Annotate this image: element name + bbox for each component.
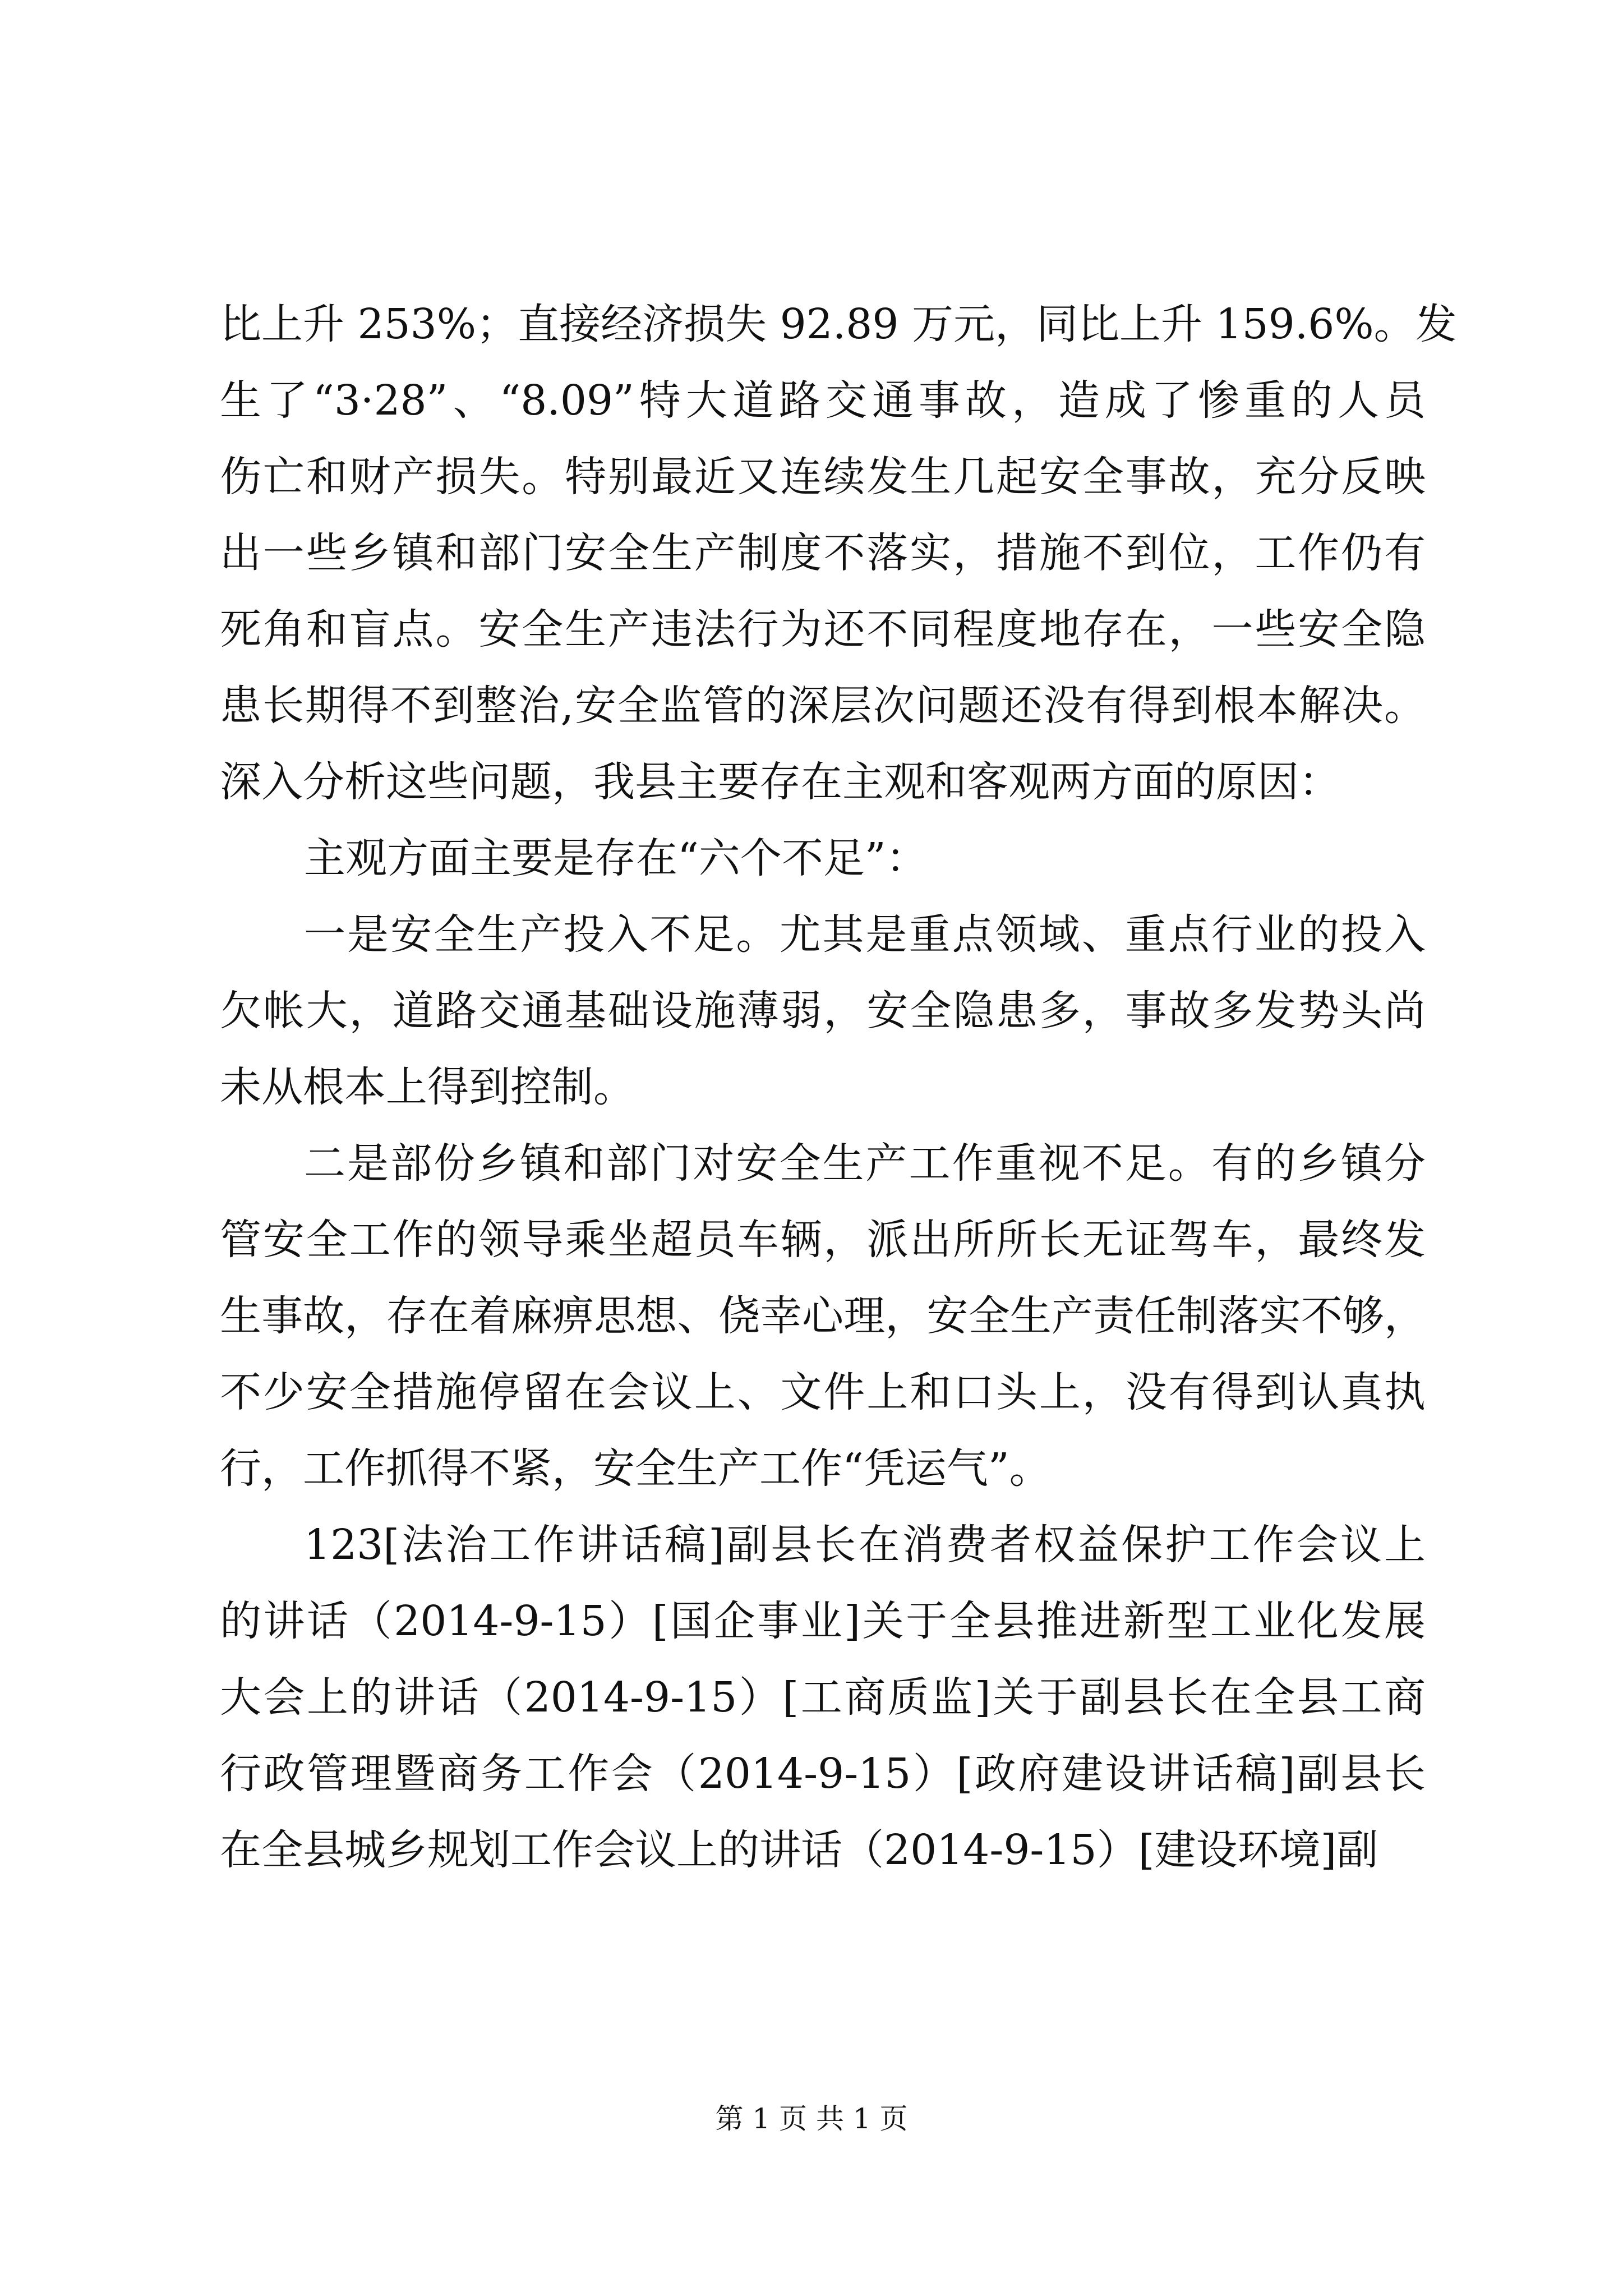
text-line: 死角和盲点。安全生产违法行为还不同程度地存在，一些安全隐	[220, 605, 1426, 654]
text-line: 行，工作抓得不紧，安全生产工作“凭运气”。	[220, 1444, 1051, 1493]
text-line: 深入分析这些问题，我县主要存在主观和客观两方面的原因：	[220, 758, 1340, 806]
text-line: 一是安全生产投入不足。尤其是重点领域、重点行业的投入	[304, 910, 1426, 959]
text-line: 行政管理暨商务工作会（2014-9-15）[政府建设讲话稿]副县长	[220, 1750, 1426, 1798]
text-line: 不少安全措施停留在会议上、文件上和口头上，没有得到认真执	[220, 1368, 1426, 1416]
document-body	[220, 286, 1457, 1888]
paragraph	[220, 1507, 1426, 1888]
page-footer: 第 1 页 共 1 页	[715, 2102, 908, 2135]
text-line: 在全县城乡规划工作会议上的讲话（2014-9-15）[建设环境]副	[220, 1826, 1378, 1874]
text-line: 管安全工作的领导乘坐超员车辆，派出所所长无证驾车，最终发	[220, 1216, 1426, 1264]
paragraph	[220, 820, 1426, 896]
paragraph	[220, 896, 1426, 1125]
paragraph	[220, 1125, 1426, 1507]
text-line: 二是部份乡镇和部门对安全生产工作重视不足。有的乡镇分	[304, 1139, 1426, 1188]
text-line: 大会上的讲话（2014-9-15）[工商质监]关于副县长在全县工商	[220, 1673, 1426, 1722]
text-line: 的讲话（2014-9-15）[国企事业]关于全县推进新型工业化发展	[220, 1597, 1426, 1645]
text-line: 患长期得不到整治,安全监管的深层次问题还没有得到根本解决。	[220, 682, 1426, 730]
text-line: 出一些乡镇和部门安全生产制度不落实，措施不到位，工作仍有	[220, 529, 1426, 577]
text-line: 比上升 253%；直接经济损失 92.89 万元，同比上升 159.6%。发	[220, 300, 1457, 348]
text-line: 未从根本上得到控制。	[220, 1063, 635, 1111]
text-line: 123[法治工作讲话稿]副县长在消费者权益保护工作会议上	[304, 1521, 1426, 1569]
text-line: 伤亡和财产损失。特别最近又连续发生几起安全事故，充分反映	[220, 453, 1426, 501]
text-line: 生了“3·28”、“8.09”特大道路交通事故，造成了惨重的人员	[220, 376, 1426, 425]
text-line: 欠帐大，道路交通基础设施薄弱，安全隐患多，事故多发势头尚	[220, 987, 1426, 1035]
paragraph	[220, 286, 1457, 820]
text-line: 主观方面主要是存在“六个不足”：	[304, 834, 928, 882]
text-line: 生事故，存在着麻痹思想、侥幸心理，安全生产责任制落实不够，	[220, 1292, 1426, 1340]
